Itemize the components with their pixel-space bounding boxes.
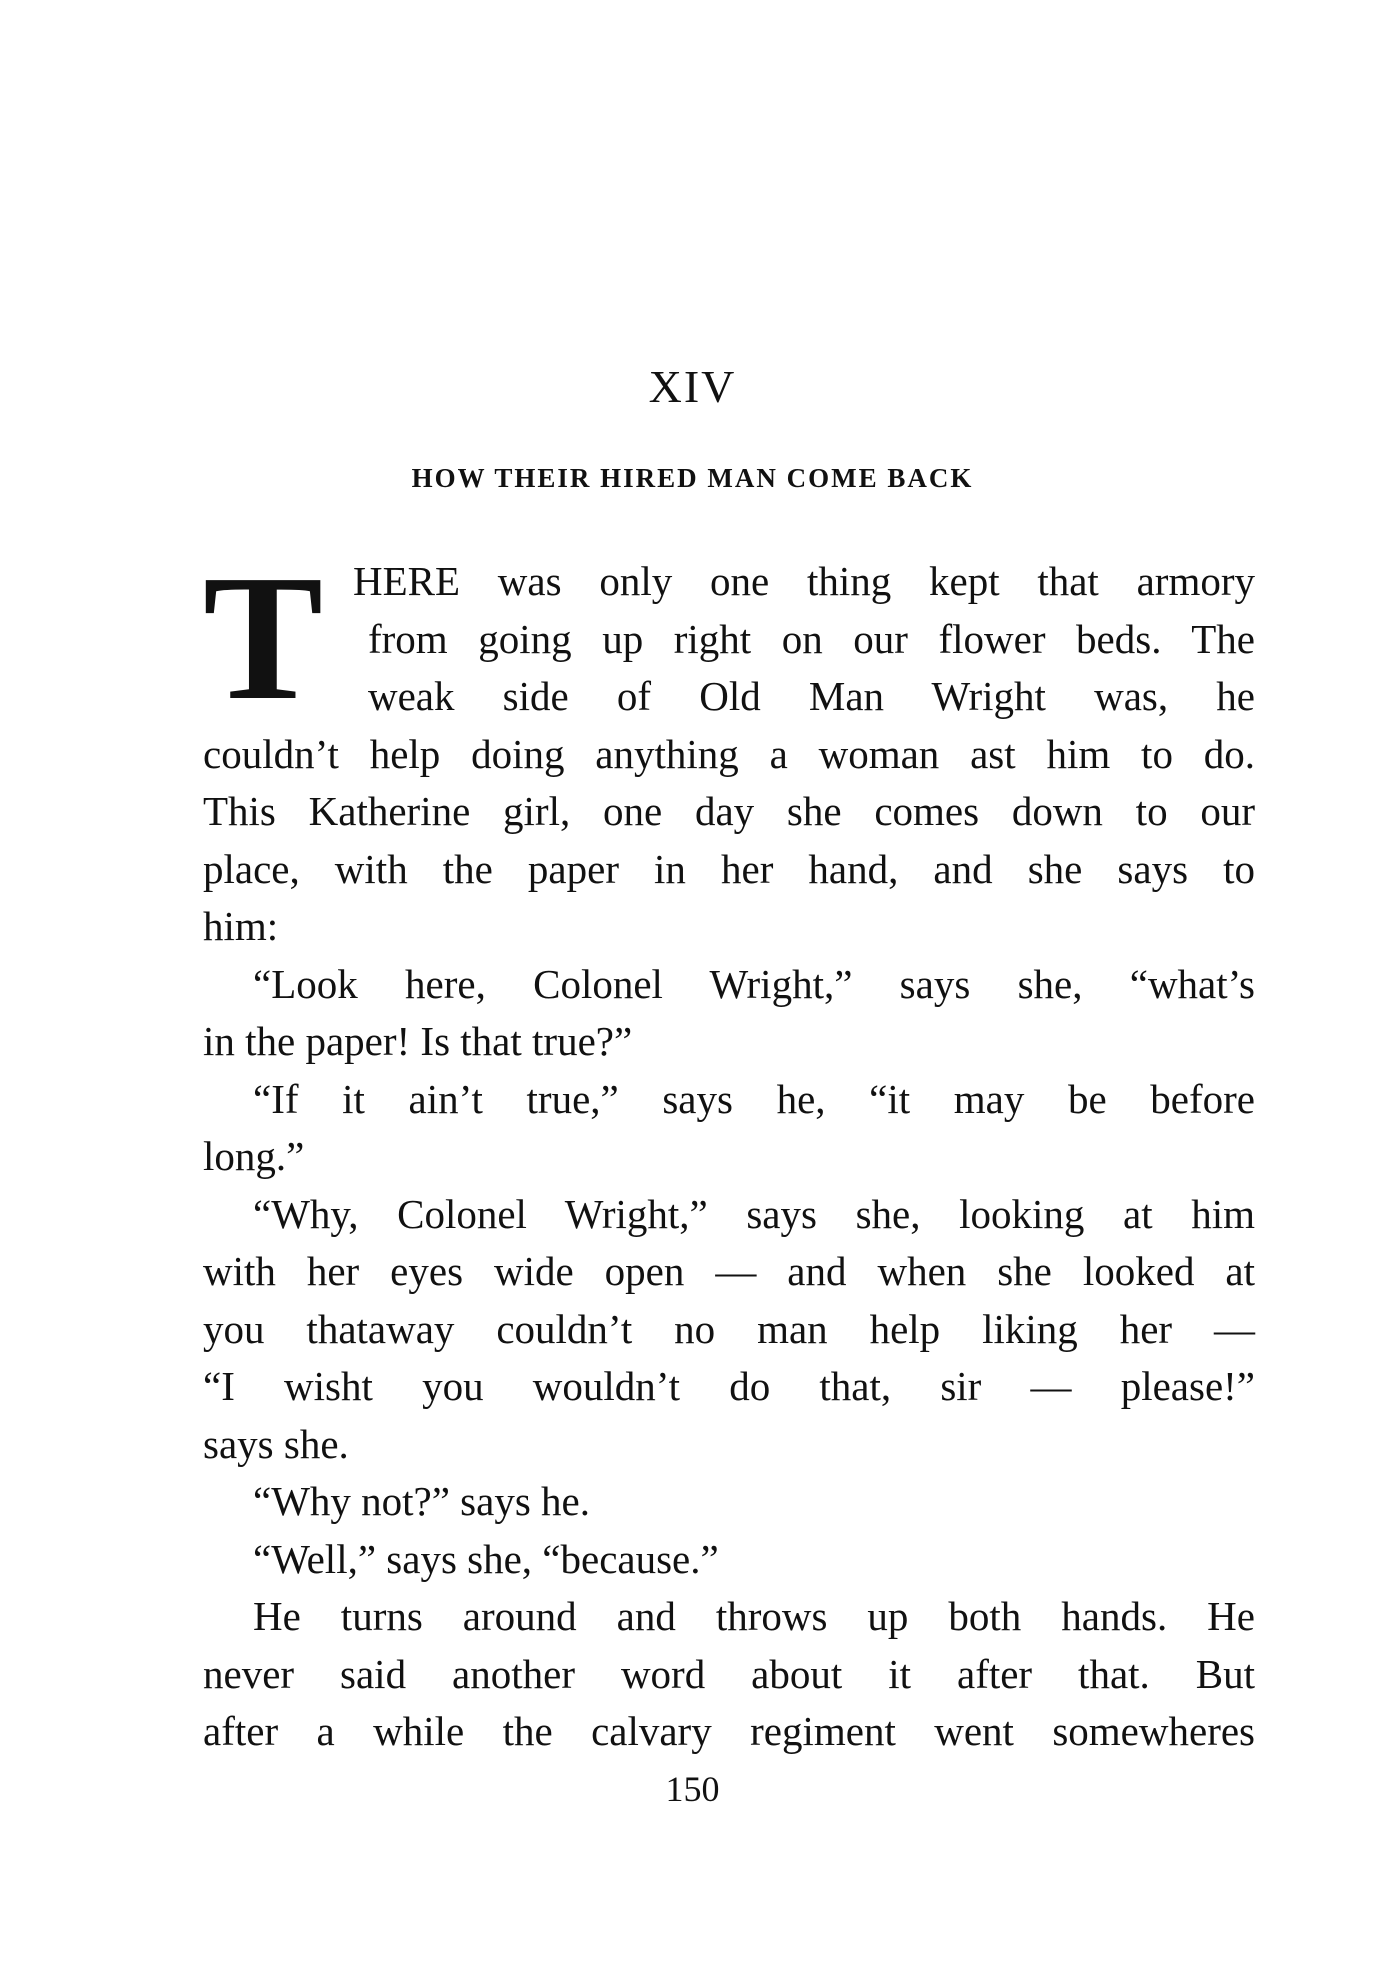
text-line: “Well,” says she, “because.”	[253, 1535, 719, 1582]
text-line: This Katherine girl, one day she comes down to our	[203, 788, 1255, 834]
chapter-title: HOW THEIR HIRED MAN COME BACK	[411, 463, 974, 493]
text-line: long.”	[203, 1133, 305, 1179]
text-line: him:	[203, 903, 279, 949]
text-line: “Why, Colonel Wright,” says she, looking at him	[253, 1190, 1255, 1237]
text-line: HERE was only one thing kept that armory	[353, 558, 1255, 604]
text-line: “I wisht you wouldn’t do that, sir — please!”	[203, 1363, 1255, 1409]
text-line: He turns around and throws up both hands. He	[253, 1593, 1255, 1639]
text-line: after a while the calvary regiment went somewheres	[203, 1708, 1255, 1754]
text-line: from going up right on our flower beds. The	[368, 615, 1255, 662]
chapter-number: XIV	[648, 361, 737, 412]
text-line: “Look here, Colonel Wright,” says she, “what’s	[253, 960, 1255, 1007]
text-line: in the paper! Is that true?”	[203, 1018, 633, 1064]
drop-cap: T	[203, 538, 324, 737]
text-line: “If it ain’t true,” says he, “it may be before	[253, 1075, 1255, 1122]
text-line: weak side of Old Man Wright was, he	[368, 673, 1255, 719]
page-number: 150	[665, 1769, 720, 1809]
text-line: place, with the paper in her hand, and she says to	[203, 845, 1255, 892]
text-line: with her eyes wide open — and when she looked at	[203, 1248, 1255, 1294]
text-line: says she.	[203, 1420, 349, 1467]
text-line: couldn’t help doing anything a woman ast him to do.	[203, 730, 1255, 777]
text-line: never said another word about it after that. But	[203, 1650, 1255, 1697]
body-text	[203, 538, 1255, 1761]
text-line: “Why not?” says he.	[253, 1478, 590, 1524]
text-line: you thataway couldn’t no man help liking her —	[203, 1305, 1255, 1352]
